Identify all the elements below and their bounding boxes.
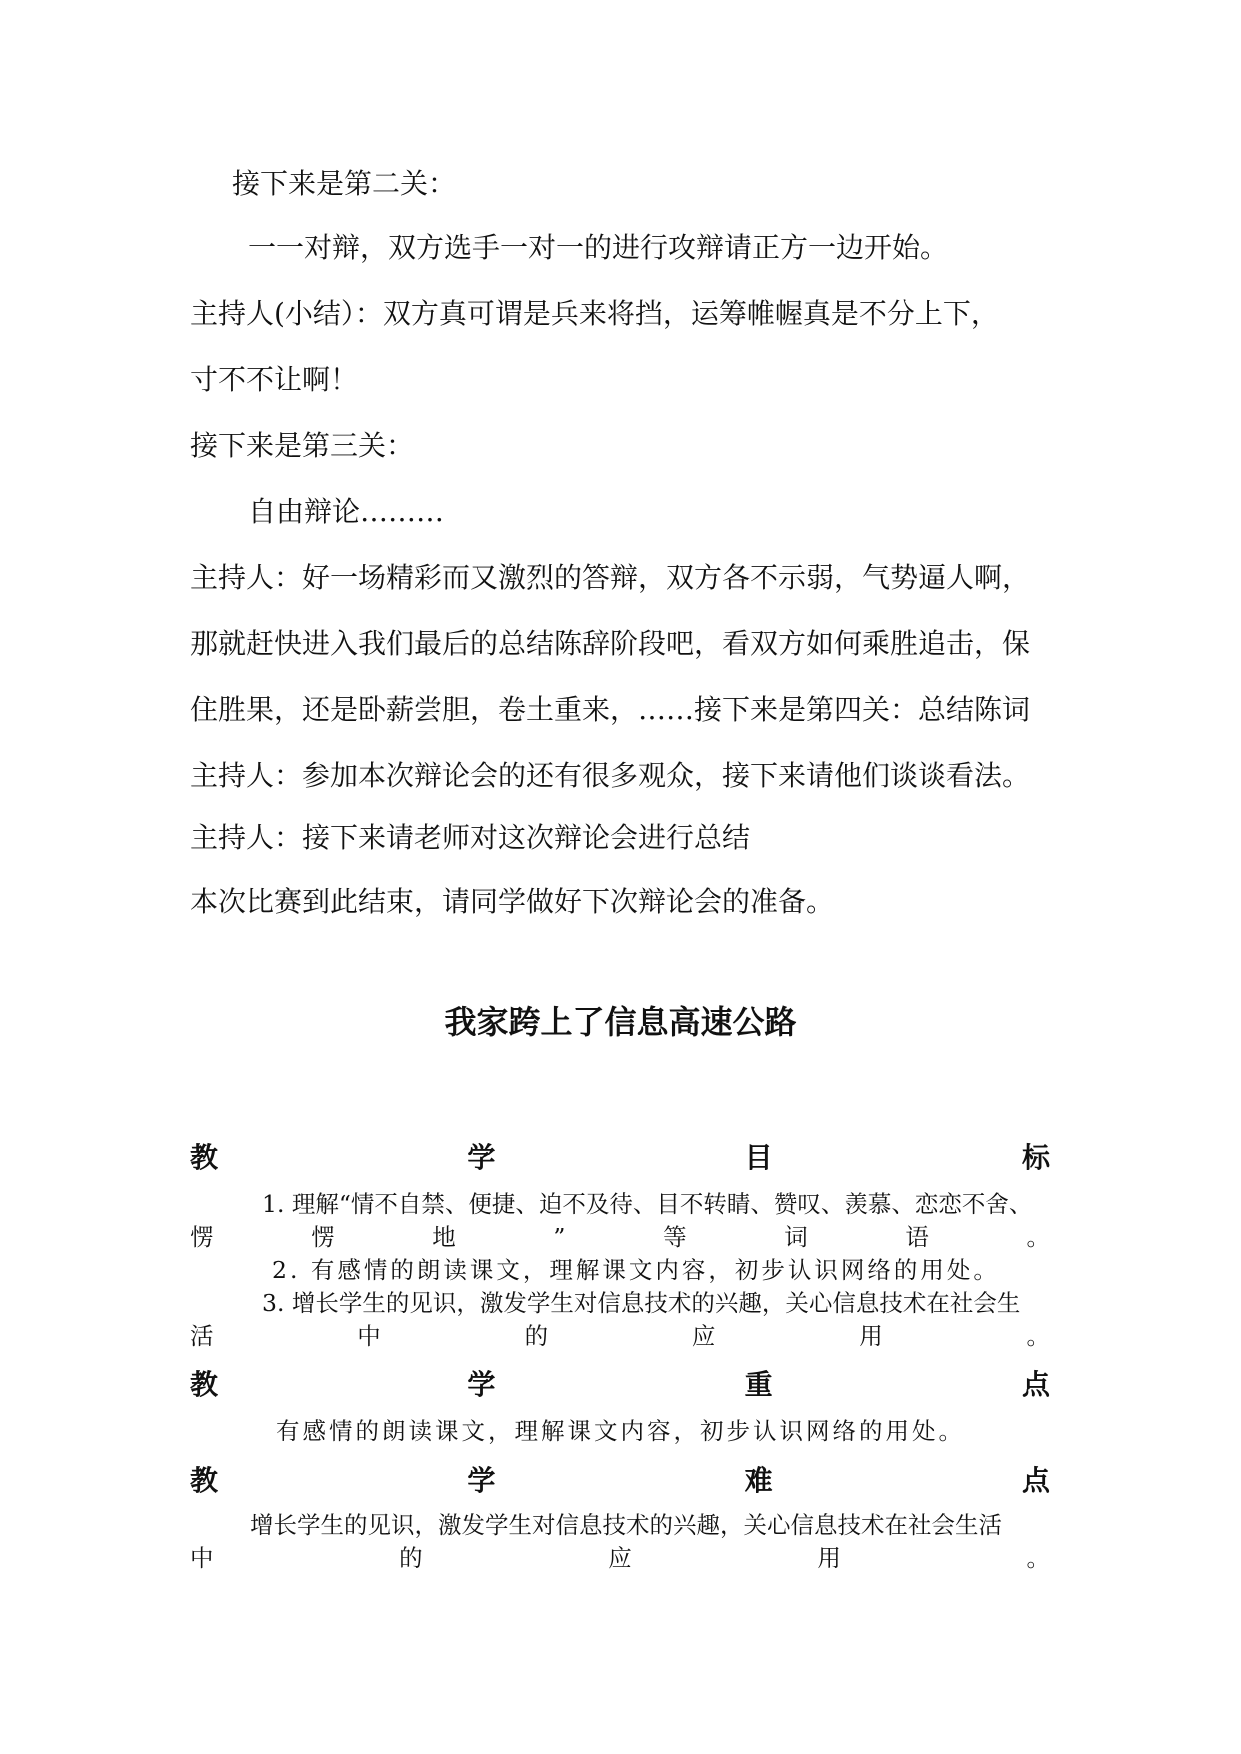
objective-2: 2. 有感情的朗读课文，理解课文内容，初步认识网络的用处。 — [272, 1256, 1000, 1284]
lesson-title: 我家跨上了信息高速公路 — [444, 1003, 797, 1041]
difficult-points-heading: 教 学 难 点 — [190, 1464, 1050, 1497]
stage-two-description: 一一对辩，双方选手一对一的进行攻辩请正方一边开始。 — [248, 231, 949, 264]
stage-three-intro: 接下来是第三关： — [190, 429, 415, 462]
host-summary-line1: 主持人(小结）：双方真可谓是兵来将挡，运筹帷幄真是不分上下， — [190, 297, 999, 330]
difficult-points-line2: 中 的 应 用 。 — [190, 1544, 1050, 1572]
key-points-heading: 教 学 重 点 — [190, 1368, 1050, 1401]
host-audience-line: 主持人：参加本次辩论会的还有很多观众，接下来请他们谈谈看法。 — [190, 759, 1031, 792]
objective-1-line2: 愣 愣 地 ” 等 词 语 。 — [190, 1223, 1050, 1251]
objective-3-line2: 活 中 的 应 用 。 — [190, 1322, 1050, 1350]
stage-two-intro: 接下来是第二关： — [232, 167, 457, 200]
host-remark-line2: 那就赶快进入我们最后的总结陈辞阶段吧，看双方如何乘胜追击，保 — [190, 627, 1031, 660]
closing-line: 本次比赛到此结束，请同学做好下次辩论会的准备。 — [190, 885, 835, 918]
free-debate: 自由辩论……… — [248, 495, 445, 528]
host-remark-line1: 主持人：好一场精彩而又激烈的答辩，双方各不示弱，气势逼人啊， — [190, 561, 1031, 594]
difficult-points-line1: 增长学生的见识，激发学生对信息技术的兴趣，关心信息技术在社会生活 — [250, 1511, 1002, 1539]
objective-1-line1: 1. 理解“情不自禁、便捷、迫不及待、目不转睛、赞叹、羡慕、恋恋不舍、 — [262, 1190, 1033, 1218]
objectives-heading: 教 学 目 标 — [190, 1141, 1050, 1174]
host-remark-line3: 住胜果，还是卧薪尝胆，卷土重来，……接下来是第四关：总结陈词 — [190, 693, 1031, 726]
key-points-text: 有感情的朗读课文，理解课文内容，初步认识网络的用处。 — [276, 1417, 965, 1445]
objective-3-line1: 3. 增长学生的见识，激发学生对信息技术的兴趣，关心信息技术在社会生 — [262, 1289, 1021, 1317]
host-teacher-line: 主持人：接下来请老师对这次辩论会进行总结 — [190, 821, 751, 854]
host-summary-line2: 寸不不让啊！ — [190, 363, 359, 396]
